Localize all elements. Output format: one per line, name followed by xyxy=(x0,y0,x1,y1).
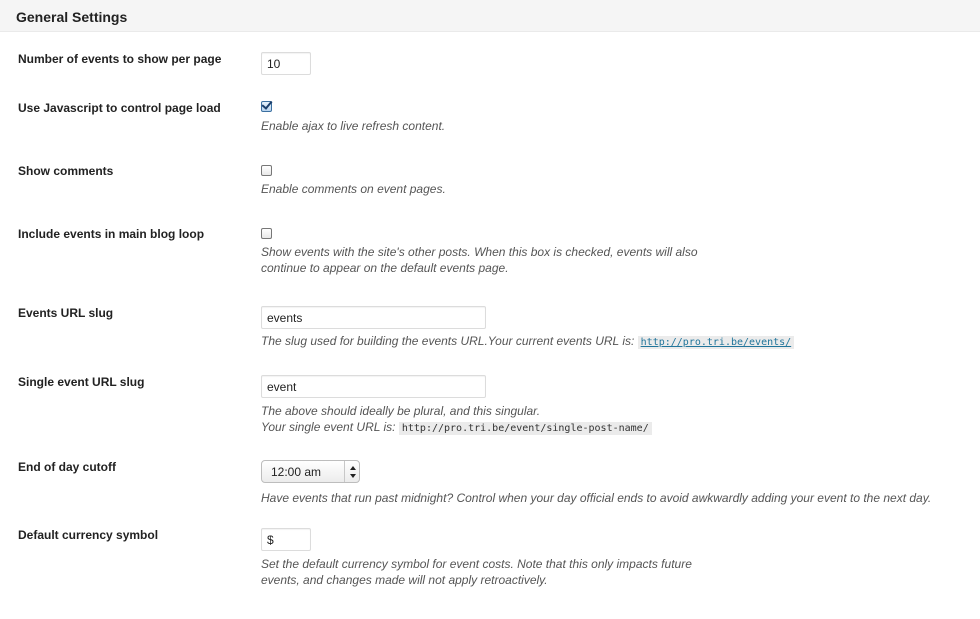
use-javascript-label: Use Javascript to control page load xyxy=(18,101,221,115)
end-of-day-selected-value: 12:00 am xyxy=(271,465,322,479)
include-events-description-line2: continue to appear on the default events page. xyxy=(261,261,509,275)
events-url-link[interactable]: http://pro.tri.be/events/ xyxy=(640,337,792,348)
single-slug-input[interactable] xyxy=(261,375,486,398)
end-of-day-description: Have events that run past midnight? Control when your day official ends to avoid awkwardly adding your event to the next day. xyxy=(261,491,932,505)
single-slug-description-text: Your single event URL is: xyxy=(261,420,396,434)
section-title: General Settings xyxy=(16,9,128,25)
include-events-description-line1: Show events with the site's other posts. When this box is checked, events will also xyxy=(261,245,698,259)
events-slug-description-text: The slug used for building the events URL.Your current events URL is: xyxy=(261,334,635,348)
single-slug-description-line1: The above should ideally be plural, and this singular. xyxy=(261,404,541,418)
use-javascript-checkbox[interactable] xyxy=(261,101,272,112)
show-comments-label: Show comments xyxy=(18,164,114,178)
currency-input[interactable] xyxy=(261,528,311,551)
end-of-day-select[interactable] xyxy=(261,460,360,483)
include-events-label: Include events in main blog loop xyxy=(18,227,205,241)
events-slug-description xyxy=(261,333,794,351)
events-slug-label: Events URL slug xyxy=(18,306,114,320)
show-comments-description: Enable comments on event pages. xyxy=(261,182,446,196)
single-url-code: http://pro.tri.be/event/single-post-name/ xyxy=(399,422,652,435)
use-javascript-description: Enable ajax to live refresh content. xyxy=(261,119,446,133)
updown-arrows-icon xyxy=(348,463,358,481)
currency-description-line1: Set the default currency symbol for event costs. Note that this only impacts future xyxy=(261,557,692,571)
events-slug-input[interactable] xyxy=(261,306,486,329)
currency-description-line2: events, and changes made will not apply retroactively. xyxy=(261,573,548,587)
end-of-day-label: End of day cutoff xyxy=(18,460,116,474)
single-slug-description-line2 xyxy=(261,419,652,437)
events-per-page-label: Number of events to show per page xyxy=(18,52,222,66)
select-divider xyxy=(344,461,345,482)
single-slug-label: Single event URL slug xyxy=(18,375,145,389)
show-comments-checkbox[interactable] xyxy=(261,165,272,176)
section-header xyxy=(0,0,980,32)
include-events-checkbox[interactable] xyxy=(261,228,272,239)
events-per-page-input[interactable] xyxy=(261,52,311,75)
currency-label: Default currency symbol xyxy=(18,528,159,542)
events-url-code xyxy=(638,336,795,349)
